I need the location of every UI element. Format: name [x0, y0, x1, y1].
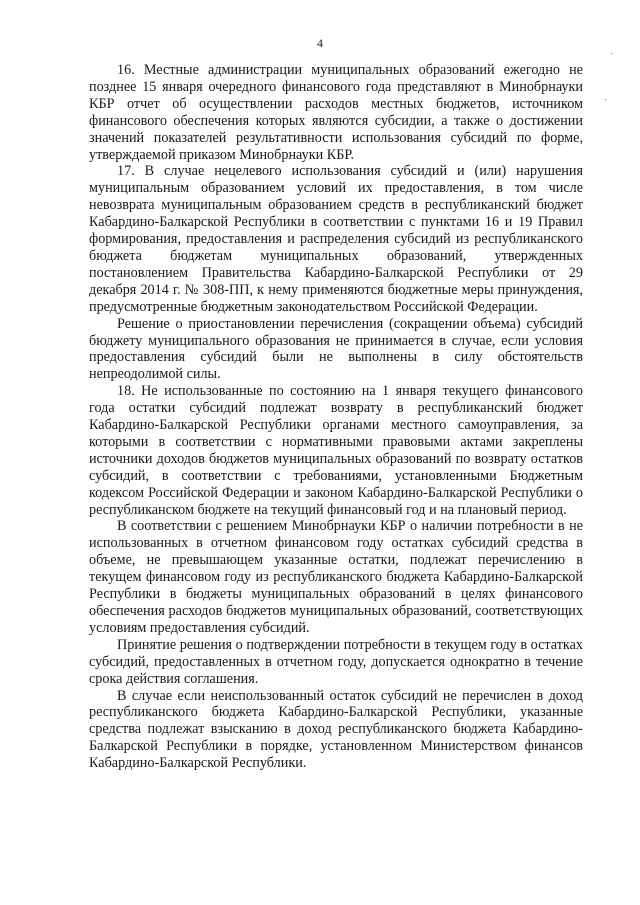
document-body	[89, 62, 583, 772]
scan-mark: ˏ	[604, 90, 608, 101]
paragraph-16: 16. Местные администрации муниципальных образований ежегодно не позднее 15 января очередного финансового года представляют в Минобрнауки КБР отчет об осуществлении расходов местных бюджетов, источником финансового обеспечения которых являются субсидии, а также о достижении значений показателей результативности использования субсидий по форме, утверждаемой приказом Минобрнауки КБР.	[89, 62, 583, 163]
page-number: 4	[317, 36, 323, 50]
scan-mark: ˙	[610, 52, 614, 63]
paragraph-need-decision: В соответствии с решением Минобрнауки КБР о наличии потребности в не использованных в отчетном финансовом году остатках субсидий средства в объеме, не превышающем указанные остатки, подлежат перечислению в текущем финансовом году из республиканского бюджета Кабардино-Балкарской Республики в бюджеты муниципальных образований в целях финансового обеспечения расходов бюджетов муниципальных образований, соответствующих условиям предоставления субсидий.	[89, 518, 583, 636]
paragraph-suspension-decision: Решение о приостановлении перечисления (сокращении объема) субсидий бюджету муниципального образования не принимается в случае, если условия предоставления субсидий были не выполнены в силу обстоятельств непреодолимой силы.	[89, 315, 583, 383]
paragraph-confirmation: Принятие решения о подтверждении потребности в текущем году в остатках субсидий, предоставленных в отчетном году, допускается однократно в течение срока действия соглашения.	[89, 636, 583, 687]
paragraph-17: 17. В случае нецелевого использования субсидий и (или) нарушения муниципальным образованием условий их предоставления, в том числе невозврата муниципальным образованием средств в республиканский бюджет Кабардино-Балкарской Республики в соответствии с пунктами 16 и 19 Правил формирования, предоставления и распределения субсидий из республиканского бюджета бюджетам муниципальных образований, утвержденных постановлением Правительства Кабардино-Балкарской Республики от 29 декабря 2014 г. № 308-ПП, к нему применяются бюджетные меры принуждения, предусмотренные бюджетным законодательством Российской Федерации.	[89, 163, 583, 315]
paragraph-recovery: В случае если неиспользованный остаток субсидий не перечислен в доход республиканского бюджета Кабардино-Балкарской Республики, указанные средства подлежат взысканию в доход республиканского бюджета Кабардино-Балкарской Республики в порядке, установленном Министерством финансов Кабардино-Балкарской Республики.	[89, 687, 583, 772]
paragraph-18: 18. Не использованные по состоянию на 1 января текущего финансового года остатки субсидий подлежат возврату в республиканский бюджет Кабардино-Балкарской Республики органами местного самоуправления, за которыми в соответствии с нормативными правовыми актами закреплены источники доходов бюджетов муниципальных образований по возврату остатков субсидий, в соответствии с требованиями, установленными Бюджетным кодексом Российской Федерации и законом Кабардино-Балкарской Республики о республиканском бюджете на текущий финансовый год и на плановый период.	[89, 383, 583, 518]
